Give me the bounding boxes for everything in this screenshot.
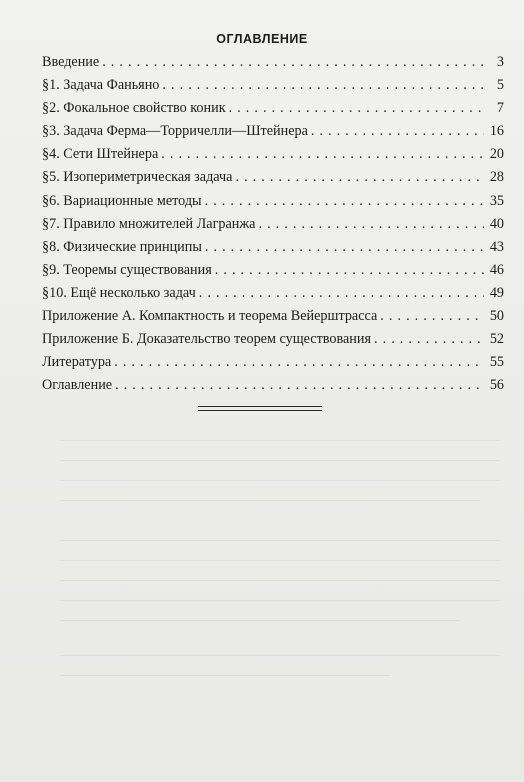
toc-entry-page: 56 xyxy=(489,377,504,394)
toc-entry xyxy=(42,328,504,351)
toc-entry xyxy=(42,374,504,397)
bleed-through-line xyxy=(60,480,500,481)
dot-leader xyxy=(205,190,484,213)
toc-entry-page: 49 xyxy=(489,284,504,301)
toc-entry-page: 43 xyxy=(489,238,504,255)
toc-entry-label: §1. Задача Фаньяно xyxy=(42,77,160,94)
bleed-through-line xyxy=(60,655,500,656)
divider-line-bottom xyxy=(198,410,322,411)
toc-entry-page: 52 xyxy=(489,331,504,348)
toc-entry xyxy=(42,213,504,236)
toc-entry-page: 7 xyxy=(496,100,504,117)
dot-leader xyxy=(374,328,484,351)
toc-entry-page: 50 xyxy=(489,308,504,325)
toc-entry-label: §6. Вариационные методы xyxy=(42,192,202,209)
dot-leader xyxy=(215,259,484,282)
toc-entry-page: 35 xyxy=(489,192,504,209)
dot-leader xyxy=(114,351,484,374)
toc-entry-page: 16 xyxy=(489,123,504,140)
toc-entry-label: Приложение А. Компактность и теорема Вейерштрасса xyxy=(42,308,378,325)
bleed-through-line xyxy=(60,580,500,581)
bleed-through-line xyxy=(60,460,500,461)
toc-entry-label: Литература xyxy=(42,354,112,371)
bleed-through-line xyxy=(60,500,480,501)
dot-leader xyxy=(258,213,484,236)
dot-leader xyxy=(102,51,484,74)
toc-entry-label: Введение xyxy=(42,54,100,70)
divider-line-top xyxy=(198,406,322,407)
toc-entry-label: §5. Изопериметрическая задача xyxy=(42,169,233,186)
toc-entry xyxy=(42,259,504,282)
toc-entry xyxy=(42,190,504,213)
toc-entry-page: 46 xyxy=(489,261,504,278)
toc-entry-label: §7. Правило множителей Лагранжа xyxy=(42,215,256,232)
toc-entry xyxy=(42,51,504,74)
bleed-through-line xyxy=(60,600,500,601)
bleed-through-line xyxy=(60,440,500,441)
toc-entry-label: §9. Теоремы существования xyxy=(42,261,212,278)
bleed-through-line xyxy=(60,675,390,676)
dot-leader xyxy=(311,120,484,143)
toc-entry xyxy=(42,97,504,120)
ornamental-divider xyxy=(198,404,322,414)
toc-entry xyxy=(42,236,504,259)
toc-entry-label: §4. Сети Штейнера xyxy=(42,146,159,163)
toc-entry-label: §3. Задача Ферма—Торричелли—Штейнера xyxy=(42,123,308,140)
dot-leader xyxy=(380,305,484,328)
toc-entry-page: 3 xyxy=(496,54,504,70)
toc-entry-page: 40 xyxy=(489,215,504,232)
toc-entry xyxy=(42,305,504,328)
toc-entry xyxy=(42,143,504,166)
toc-entry xyxy=(42,74,504,97)
toc-entry-page: 20 xyxy=(489,146,504,163)
toc-entry-label: Оглавление xyxy=(42,377,113,394)
bleed-through-line xyxy=(60,620,460,621)
toc-entry-page: 5 xyxy=(496,77,504,94)
dot-leader xyxy=(199,282,484,305)
toc-entry xyxy=(42,282,504,305)
dot-leader xyxy=(229,97,484,120)
toc-entry-label: Приложение Б. Доказательство теорем существования xyxy=(42,331,371,348)
dot-leader xyxy=(161,143,484,166)
dot-leader xyxy=(235,166,484,189)
toc-entry-page: 55 xyxy=(489,354,504,371)
toc-entry-page: 28 xyxy=(489,169,504,186)
toc-entry-label: §8. Физические принципы xyxy=(42,238,202,255)
dot-leader xyxy=(115,374,484,397)
dot-leader xyxy=(162,74,484,97)
toc-entry xyxy=(42,351,504,374)
bleed-through-line xyxy=(60,560,500,561)
page-title: ОГЛАВЛЕНИЕ xyxy=(216,32,308,46)
toc-entry-label: §10. Ещё несколько задач xyxy=(42,284,196,301)
table-of-contents xyxy=(42,51,504,397)
dot-leader xyxy=(205,236,484,259)
bleed-through-line xyxy=(60,540,500,541)
toc-entry-label: §2. Фокальное свойство коник xyxy=(42,100,226,117)
toc-entry xyxy=(42,166,504,189)
toc-entry xyxy=(42,120,504,143)
